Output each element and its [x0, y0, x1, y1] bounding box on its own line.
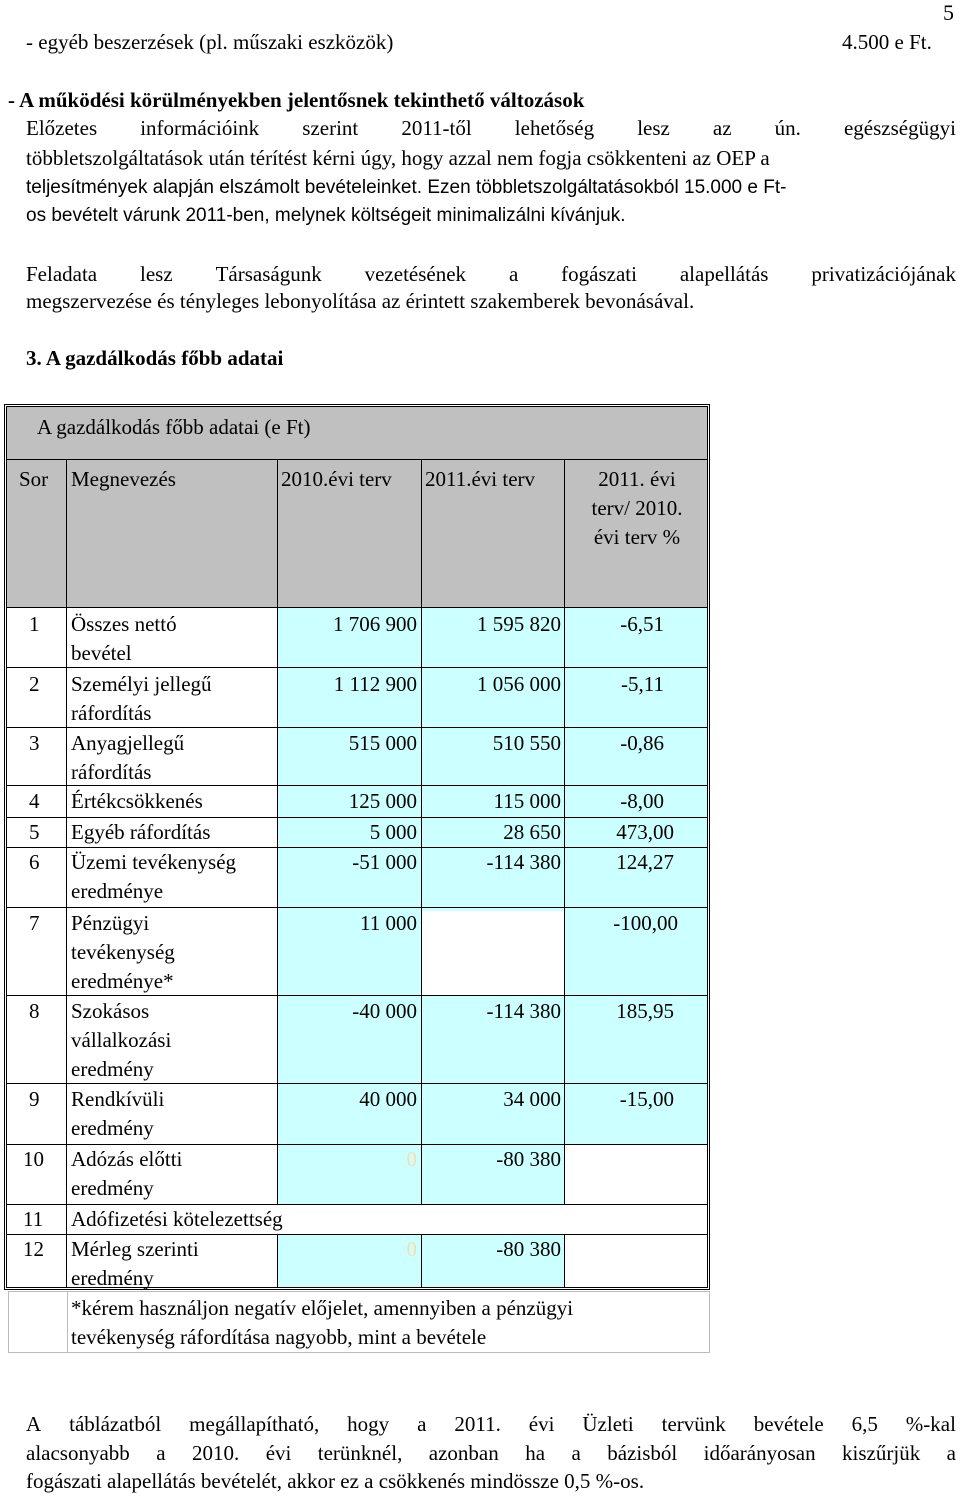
row-10-v2010: 0	[406, 1147, 417, 1171]
row-1-v2011: 1 595 820	[477, 612, 561, 636]
section-3-heading: 3. A gazdálkodás főbb adatai	[26, 346, 284, 370]
header-2010: 2010.évi terv	[281, 467, 392, 491]
conclusion-line-2: alacsonyabb a 2010. évi terünknél, azonban ha a bázisból időarányosan kiszűrjük a	[26, 1441, 956, 1465]
row-8-v2011: -114 380	[486, 999, 561, 1023]
row-9-sor: 9	[29, 1087, 40, 1111]
blank-row	[277, 1204, 707, 1234]
row-5-v2010: 5 000	[369, 820, 417, 844]
task-line-1: Feladata lesz Társaságunk vezetésének a fogászati alapellátás privatizációjának	[26, 262, 956, 286]
row-4-pct: -8,00	[620, 789, 664, 813]
item-label: - egyéb beszerzések (pl. műszaki eszközök)	[26, 30, 394, 54]
header-sor: Sor	[19, 467, 49, 491]
blank-cell	[421, 911, 564, 995]
row-2-sor: 2	[29, 672, 40, 696]
row-1-pct: -6,51	[620, 612, 664, 636]
changes-line-1: Előzetes információink szerint 2011-től lehetőség lesz az ún. egészségügyi	[26, 116, 956, 140]
row-9-name: Rendkívüli eredmény	[71, 1087, 165, 1140]
row-5-sor: 5	[29, 820, 40, 844]
header-ratio: 2011. évi terv/ 2010. évi terv %	[591, 467, 683, 549]
row-12-v2011: -80 380	[496, 1237, 561, 1261]
row-9-v2010: 40 000	[359, 1087, 417, 1111]
row-9-v2011: 34 000	[503, 1087, 561, 1111]
header-name: Megnevezés	[71, 467, 176, 491]
row-10-name: Adózás előtti eredmény	[71, 1147, 183, 1200]
row-3-v2010: 515 000	[348, 731, 417, 755]
row-3-sor: 3	[29, 731, 40, 755]
row-3-v2011: 510 550	[492, 731, 561, 755]
row-6-pct: 124,27	[616, 850, 674, 874]
item-amount: 4.500 e Ft.	[842, 30, 932, 54]
page-number: 5	[943, 0, 954, 25]
footnote-text: *kérem használjon negatív előjelet, amennyiben a pénzügyi tevékenység ráfordítása nagyobb, mint a bevétele	[71, 1296, 574, 1349]
row-5-pct: 473,00	[616, 820, 674, 844]
row-6-v2011: -114 380	[486, 850, 561, 874]
row-11-name: Adófizetési kötelezettség	[71, 1207, 283, 1231]
row-9-pct: -15,00	[619, 1087, 674, 1111]
row-7-pct: -100,00	[613, 911, 678, 935]
row-4-name: Értékcsökkenés	[71, 789, 203, 813]
row-2-v2010: 1 112 900	[333, 672, 417, 696]
row-4-v2010: 125 000	[348, 789, 417, 813]
task-line-2: megszervezése és tényleges lebonyolítása az érintett szakemberek bevonásával.	[26, 289, 695, 313]
row-12-v2010: 0	[406, 1237, 417, 1261]
row-7-name: Pénzügyi tevékenység eredménye*	[71, 911, 175, 993]
row-8-pct: 185,95	[616, 999, 674, 1023]
row-11-sor: 11	[23, 1207, 44, 1231]
footnote-box	[8, 1291, 710, 1353]
row-12-name: Mérleg szerinti eredmény	[71, 1237, 199, 1290]
changes-line-4: os bevételt várunk 2011-ben, melynek költségeit minimalizálni kívánjuk.	[26, 205, 626, 226]
changes-line-3: teljesítmények alapján elszámolt bevételeinket. Ezen többletszolgáltatásokból 15.000 e Ft-	[26, 177, 787, 198]
row-5-v2011: 28 650	[503, 820, 561, 844]
row-10-v2011: -80 380	[496, 1147, 561, 1171]
row-1-sor: 1	[29, 612, 40, 636]
row-3-name: Anyagjellegű ráfordítás	[71, 731, 185, 784]
row-1-name: Összes nettó bevétel	[71, 612, 177, 665]
row-10-sor: 10	[23, 1147, 44, 1171]
finance-table	[4, 404, 710, 1290]
row-3-pct: -0,86	[620, 731, 664, 755]
row-2-v2011: 1 056 000	[477, 672, 561, 696]
row-4-sor: 4	[29, 789, 40, 813]
section-heading-changes: - A működési körülményekben jelentősnek tekinthető változások	[8, 88, 585, 112]
row-7-sor: 7	[29, 911, 40, 935]
header-2011: 2011.évi terv	[425, 467, 536, 491]
row-6-v2010: -51 000	[352, 850, 417, 874]
row-12-sor: 12	[23, 1237, 44, 1261]
table-title: A gazdálkodás főbb adatai (e Ft)	[37, 415, 311, 439]
changes-line-2: többletszolgáltatások után térítést kérni úgy, hogy azzal nem fogja csökkenteni az OEP a	[26, 146, 770, 170]
row-8-v2010: -40 000	[352, 999, 417, 1023]
row-2-pct: -5,11	[621, 672, 664, 696]
conclusion-line-1: A táblázatból megállapítható, hogy a 2011. évi Üzleti tervünk bevétele 6,5 %-kal	[26, 1412, 956, 1436]
row-4-v2011: 115 000	[493, 789, 561, 813]
row-5-name: Egyéb ráfordítás	[71, 820, 211, 844]
row-1-v2010: 1 706 900	[333, 612, 417, 636]
row-6-name: Üzemi tevékenység eredménye	[71, 850, 237, 903]
conclusion-line-3: fogászati alapellátás bevételét, akkor ez a csökkenés mindössze 0,5 %-os.	[26, 1469, 645, 1493]
row-7-v2010: 11 000	[360, 911, 417, 935]
row-8-sor: 8	[29, 999, 40, 1023]
row-6-sor: 6	[29, 850, 40, 874]
row-8-name: Szokásos vállalkozási eredmény	[71, 999, 172, 1081]
row-2-name: Személyi jellegű ráfordítás	[71, 672, 212, 725]
